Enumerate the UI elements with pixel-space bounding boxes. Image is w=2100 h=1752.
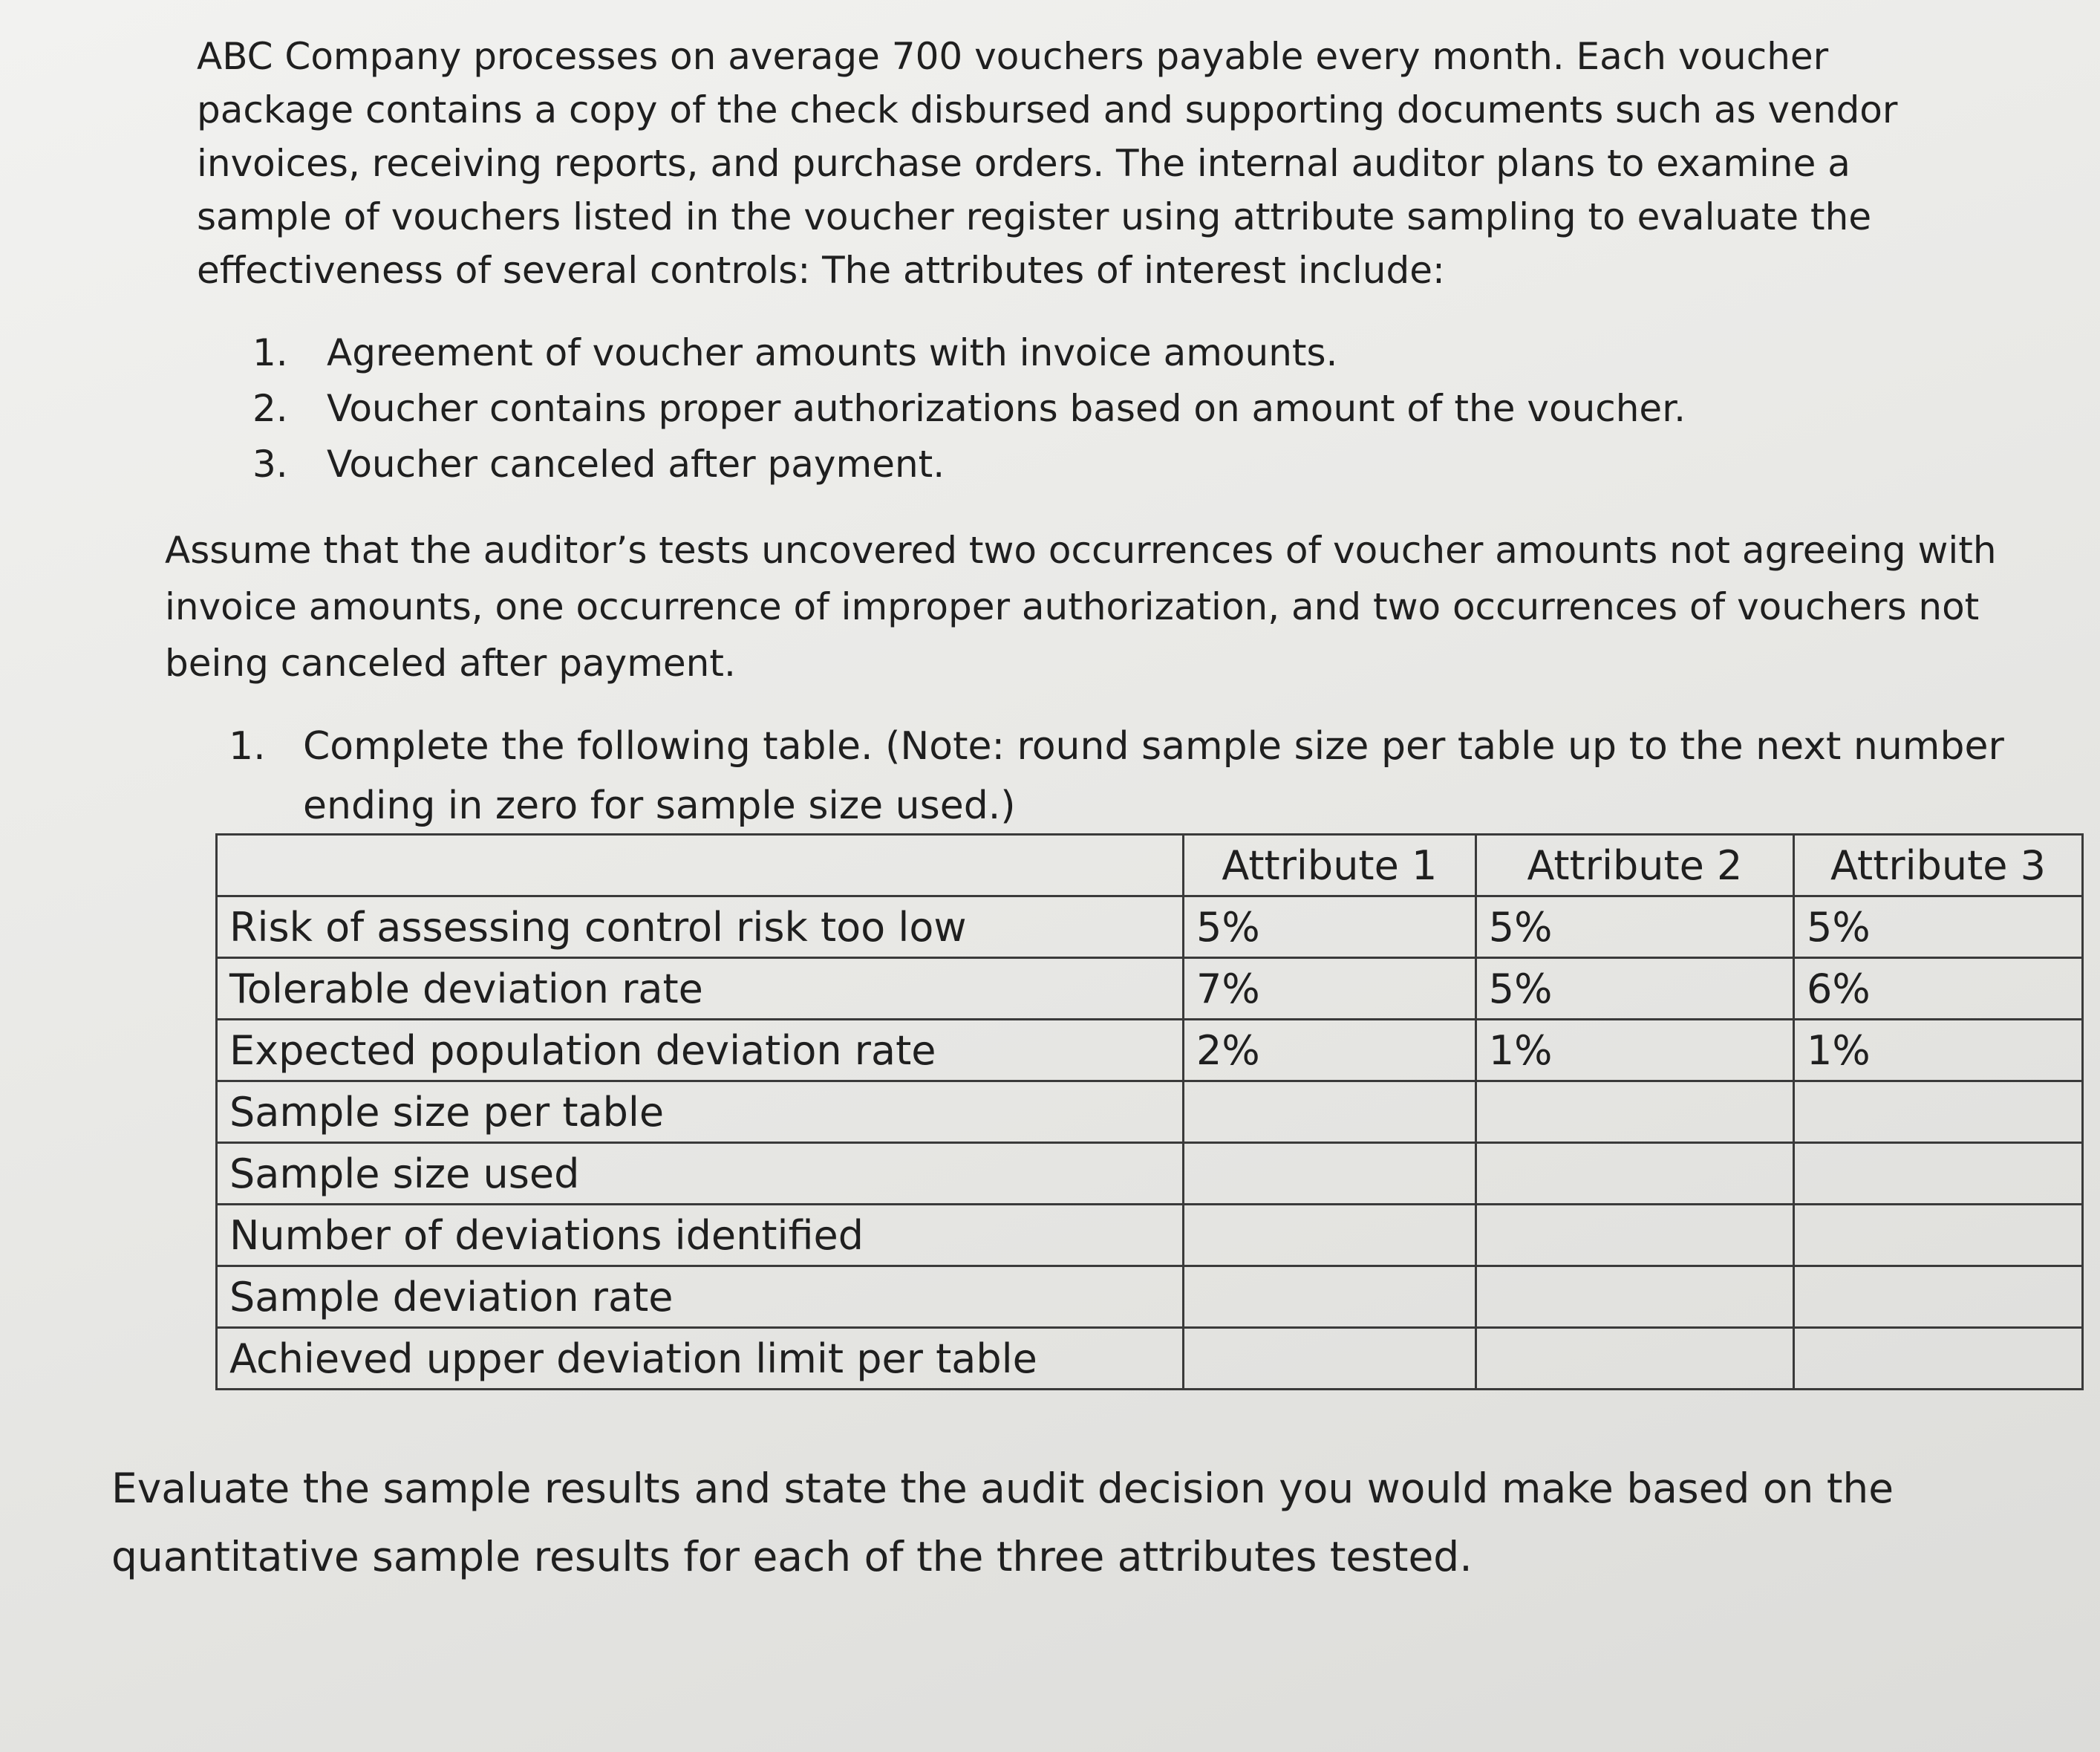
table-cell	[1794, 1205, 2083, 1266]
table-cell	[1475, 1328, 1793, 1390]
table-header-row	[217, 835, 2083, 896]
attribute-number: 1.	[252, 331, 288, 374]
attribute-number: 3.	[252, 443, 288, 486]
table-cell	[1183, 1266, 1475, 1328]
table-cell: 5%	[1794, 896, 2083, 958]
table-cell	[1183, 1143, 1475, 1205]
table-row	[217, 1205, 2083, 1266]
table-cell	[1183, 1205, 1475, 1266]
attribute-text: Agreement of voucher amounts with invoice amounts.	[327, 331, 1338, 374]
attribute-number: 2.	[252, 387, 288, 430]
row-label: Achieved upper deviation limit per table	[217, 1328, 1184, 1390]
header-cell-attribute-1: Attribute 1	[1183, 835, 1475, 896]
row-label: Tolerable deviation rate	[217, 958, 1184, 1020]
table-row	[217, 958, 2083, 1020]
attribute-item	[252, 325, 1686, 381]
table-cell: 7%	[1183, 958, 1475, 1020]
table-row	[217, 1020, 2083, 1081]
table-cell	[1475, 1266, 1793, 1328]
table-cell: 6%	[1794, 958, 2083, 1020]
table-cell: 1%	[1794, 1020, 2083, 1081]
table-cell: 2%	[1183, 1020, 1475, 1081]
question-item	[229, 717, 2041, 836]
table-row	[217, 1266, 2083, 1328]
table-cell	[1794, 1081, 2083, 1143]
attribute-item	[252, 381, 1686, 437]
sampling-table	[215, 833, 2084, 1390]
assumption-paragraph: Assume that the auditor’s tests uncovered two occurrences of voucher amounts not agreeing with invoice amounts, one occurrence of improper authorization, and two occurrences of vouchers not being canceled after payment.	[165, 529, 1997, 685]
row-label: Risk of assessing control risk too low	[217, 896, 1184, 958]
table-cell	[1794, 1328, 2083, 1390]
row-label: Sample size per table	[217, 1081, 1184, 1143]
table-cell	[1475, 1205, 1793, 1266]
table-cell	[1183, 1328, 1475, 1390]
evaluate-paragraph: Evaluate the sample results and state the audit decision you would make based on the quantitative sample results for each of the three attributes tested.	[111, 1465, 1894, 1580]
table-cell: 5%	[1475, 896, 1793, 958]
table-cell	[1183, 1081, 1475, 1143]
attribute-list	[252, 325, 1686, 492]
row-label: Sample deviation rate	[217, 1266, 1184, 1328]
table-cell	[1794, 1266, 2083, 1328]
table-cell	[1794, 1143, 2083, 1205]
row-label: Number of deviations identified	[217, 1205, 1184, 1266]
header-cell-attribute-2: Attribute 2	[1475, 835, 1793, 896]
attribute-text: Voucher contains proper authorizations based on amount of the voucher.	[327, 387, 1686, 430]
table-cell	[1475, 1143, 1793, 1205]
table-row	[217, 1143, 2083, 1205]
question-text: Complete the following table. (Note: round sample size per table up to the next number ending in zero for sample size used.)	[303, 724, 2004, 828]
row-label: Expected population deviation rate	[217, 1020, 1184, 1081]
table-row	[217, 1328, 2083, 1390]
table-cell: 5%	[1475, 958, 1793, 1020]
attribute-text: Voucher canceled after payment.	[327, 443, 945, 486]
attribute-item	[252, 437, 1686, 492]
table-cell	[1475, 1081, 1793, 1143]
table-cell: 1%	[1475, 1020, 1793, 1081]
header-cell-attribute-3: Attribute 3	[1794, 835, 2083, 896]
header-cell-blank	[217, 835, 1184, 896]
table-row	[217, 896, 2083, 958]
table-cell: 5%	[1183, 896, 1475, 958]
question-number: 1.	[229, 724, 266, 769]
table-row	[217, 1081, 2083, 1143]
row-label: Sample size used	[217, 1143, 1184, 1205]
intro-paragraph: ABC Company processes on average 700 vouchers payable every month. Each voucher package contains a copy of the check disbursed and supporting documents such as vendor invoices, receiving reports, and purchase orders. The internal auditor plans to examine a sample of vouchers listed in the voucher register using attribute sampling to evaluate the effectiveness of several controls: The attributes of interest include:	[197, 35, 1898, 292]
